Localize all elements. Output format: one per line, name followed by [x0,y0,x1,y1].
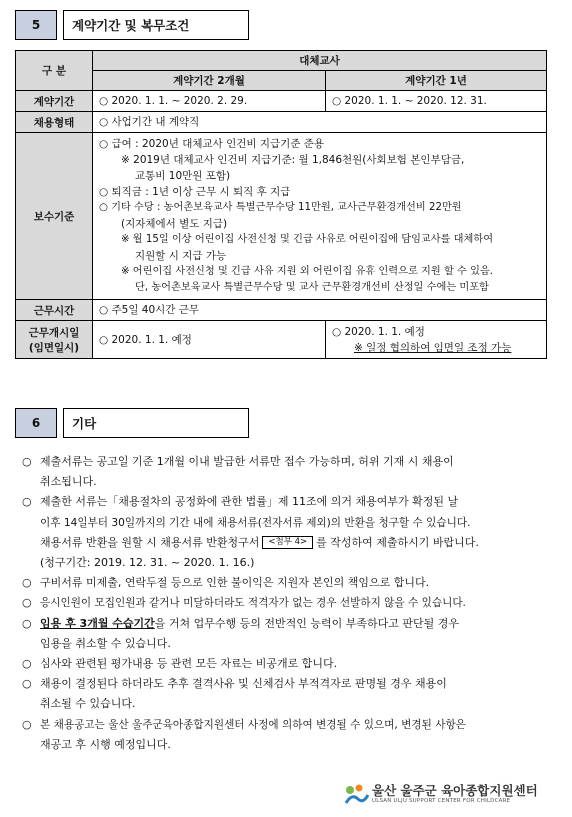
note-line: 심사와 관련된 평가내용 등 관련 모든 자료는 비공개로 합니다. [40,657,338,671]
center-logo-icon [344,783,370,807]
attachment-badge: <첨부 4> [262,536,313,549]
start-date-1-year [326,321,547,359]
note-line: 임용을 취소할 수 있습니다. [40,636,171,650]
list-item [22,715,554,755]
note-line: 를 작성하여 제출하시기 바랍니다. [316,535,479,549]
note-line-emphasis: 임용 후 3개월 수습기간 [40,616,155,630]
section-number: 5 [15,10,57,40]
list-item [22,492,554,532]
pay-line: ※ 어린이집 사전신청 및 긴급 사유 지원 외 어린이집 유휴 인력으로 지원 할 수 있음. [121,266,494,277]
note-line: 재공고 후 시행 예정입니다. [40,737,171,751]
note-line: 본 채용공고는 울산 울주군육아종합지원센터 사정에 의하여 변경될 수 있으며, 변경된 사항은 [40,718,466,731]
list-item [22,533,554,573]
contract-terms-table [15,50,547,359]
row-label-start-date [16,321,93,359]
bullet: ○ [22,657,32,671]
header-substitute-teacher: 대체교사 [93,51,547,71]
header-gubun: 구 분 [16,51,93,91]
pay-line: ※ 2019년 대체교사 인건비 지급기준: 월 1,846천원(사회보험 본인부담금, [121,154,465,166]
contract-period-2-months: ○ 2020. 1. 1. ~ 2020. 2. 29. [93,91,326,112]
bullet: ○ [22,455,32,468]
employment-type-value: ○ 사업기간 내 계약직 [93,112,547,133]
list-item [22,674,554,714]
footer-org-name: 울산 울주군 육아종합지원센터 [372,783,538,798]
pay-line: ○ 퇴직금 : 1년 이상 근무 시 퇴직 후 지급 [99,186,291,198]
start-date-2-months: ○ 2020. 1. 1. 예정 [93,321,326,359]
footer-org-name-en: ULSAN ULJU SUPPORT CENTER FOR CHILDCARE [372,798,511,804]
pay-line: 교통비 10만원 포함) [135,170,231,182]
bullet: ○ [22,616,32,630]
note-line: 제출서류는 공고일 기준 1개월 이내 발급한 서류만 접수 가능하며, 허위 기재 시 채용이 [40,455,454,468]
pay-line: 단, 농어촌보육교사 특별근무수당 및 교사 근무환경개선비 산정일 수에는 미포함 [135,282,489,293]
section-6-header [15,408,249,438]
working-hours-value: ○ 주5일 40시간 근무 [93,300,547,321]
row-label-employment-type: 채용형태 [16,112,93,133]
pay-line: ○ 기타 수당 : 농어촌보육교사 특별근무수당 11만원, 교사근무환경개선비 22만원 [99,202,462,213]
pay-line: 지원할 시 지급 가능 [135,250,227,262]
start-label-line: (임면일시) [28,341,80,354]
bullet: ○ [22,596,32,610]
note-line: 이후 14일부터 30일까지의 기간 내에 채용서류(전자서류 제외)의 반환을 청구할 수 있습니다. [40,516,471,529]
pay-line: ※ 월 15일 이상 어린이집 사전신청 및 긴급 사유로 어린이집에 담임교사를 대체하여 [121,234,494,245]
header-1-year: 계약기간 1년 [326,71,547,91]
note-line: 을 거쳐 업무수행 등의 전반적인 능력이 부족하다고 판단될 경우 [154,616,460,630]
section-title: 계약기간 및 복무조건 [63,10,249,40]
header-2-months: 계약기간 2개월 [93,71,326,91]
start-date-note: ※ 일정 협의하여 임면일 조정 가능 [354,341,512,354]
note-line: 취소될 수 있습니다. [40,697,136,711]
bullet: ○ [22,677,32,691]
note-line: 응시인원이 모집인원과 같거나 미달하더라도 적격자가 없는 경우 선발하지 않을 수 있습니다. [40,597,466,610]
note-line: 채용이 결정된다 하더라도 추후 결격사유 및 신체검사 부적격자로 판명될 경우 채용이 [40,677,447,691]
bullet: ○ [22,717,32,731]
row-label-pay: 보수기준 [16,133,93,300]
section-5-header [15,10,249,40]
note-line: 제출한 서류는「채용절차의 공정화에 관한 법률」제 11조에 의거 채용여부가 확정된 날 [40,495,459,509]
list-item [22,614,554,654]
pay-details [93,133,547,300]
note-line: 채용서류 반환을 원할 시 채용서류 반환청구서 [40,535,260,549]
bullet: ○ [22,495,32,509]
list-item [22,654,554,674]
note-line: (청구기간: 2019. 12. 31. ~ 2020. 1. 16.) [40,556,255,570]
list-item [22,573,554,593]
row-label-hours: 근무시간 [16,300,93,321]
list-item [22,593,554,613]
note-line: 취소됩니다. [40,475,97,489]
pay-line: ○ 급여 : 2020년 대체교사 인건비 지급기준 준용 [99,138,325,150]
row-label-contract: 계약기간 [16,91,93,112]
notes-list [22,452,554,755]
start-date-line: ○ 2020. 1. 1. 예정 [332,325,425,338]
bullet [22,533,40,573]
note-line: 구비서류 미제출, 연락두절 등으로 인한 불이익은 지원자 본인의 책임으로 합니다. [40,576,430,590]
start-label-line: 근무개시일 [28,326,80,339]
section-number: 6 [15,408,57,438]
pay-line: (지자체에서 별도 지급) [121,218,228,230]
bullet: ○ [22,576,32,590]
section-title: 기타 [63,408,249,438]
list-item [22,452,554,492]
contract-period-1-year: ○ 2020. 1. 1. ~ 2020. 12. 31. [326,91,547,112]
